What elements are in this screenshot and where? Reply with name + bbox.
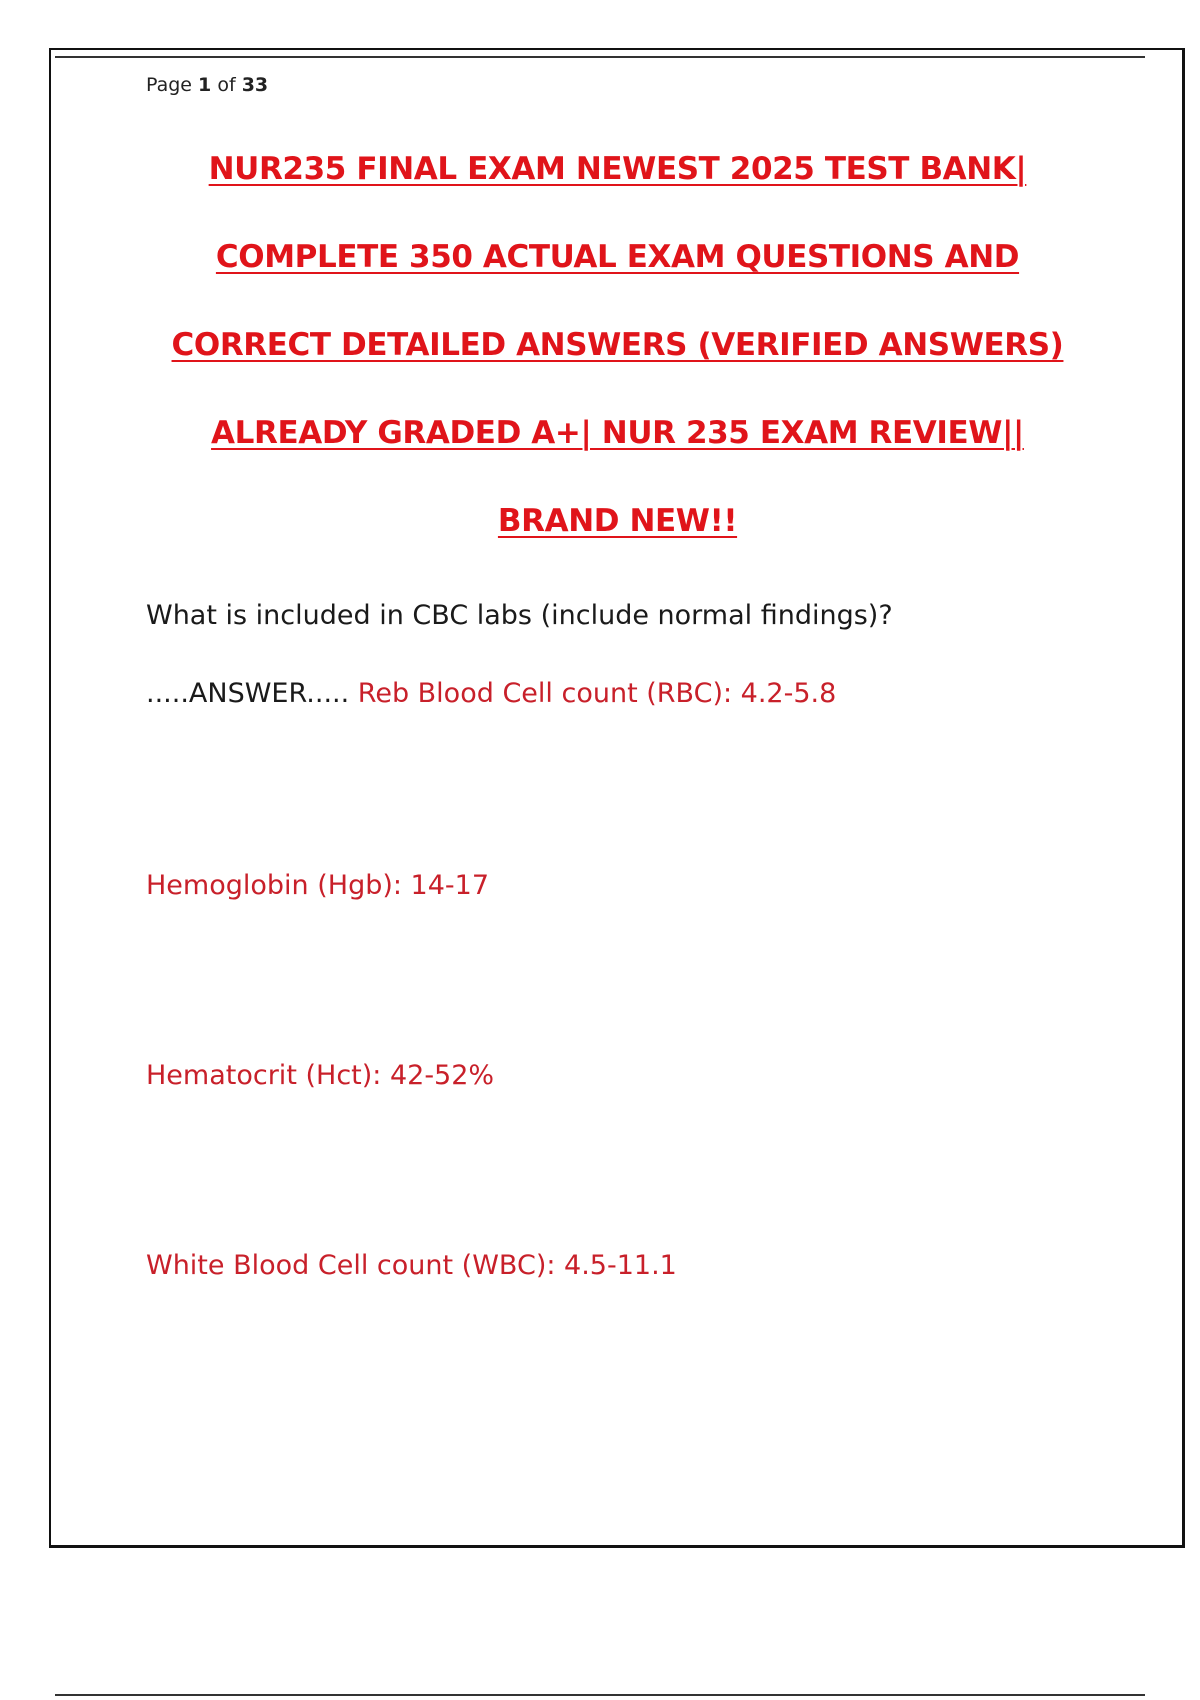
- title-line: NUR235 FINAL EXAM NEWEST 2025 TEST BANK|: [208, 151, 1027, 187]
- answer-line: [146, 678, 836, 709]
- document-title: [100, 130, 1135, 570]
- answer-prefix: .....ANSWER.....: [146, 678, 350, 709]
- page-current: 1: [198, 74, 212, 96]
- answer-item-wbc: White Blood Cell count (WBC): 4.5-11.1: [146, 1250, 677, 1281]
- question-text: What is included in CBC labs (include normal findings)?: [146, 600, 893, 631]
- title-line: COMPLETE 350 ACTUAL EXAM QUESTIONS AND: [215, 239, 1020, 275]
- title-line: CORRECT DETAILED ANSWERS (VERIFIED ANSWERS): [171, 327, 1064, 363]
- answer-item-rbc: Reb Blood Cell count (RBC): 4.2-5.8: [357, 678, 837, 709]
- title-line: ALREADY GRADED A+| NUR 235 EXAM REVIEW||: [211, 415, 1024, 451]
- answer-item-hct: Hematocrit (Hct): 42-52%: [146, 1060, 495, 1091]
- page-counter: [146, 74, 268, 96]
- footer-rule: [55, 1694, 1145, 1696]
- title-line: BRAND NEW!!: [497, 503, 738, 539]
- answer-item-hgb: Hemoglobin (Hgb): 14-17: [146, 870, 490, 901]
- page-counter-prefix: Page: [146, 74, 192, 96]
- page-counter-separator: of: [217, 74, 236, 96]
- page-total: 33: [241, 74, 269, 96]
